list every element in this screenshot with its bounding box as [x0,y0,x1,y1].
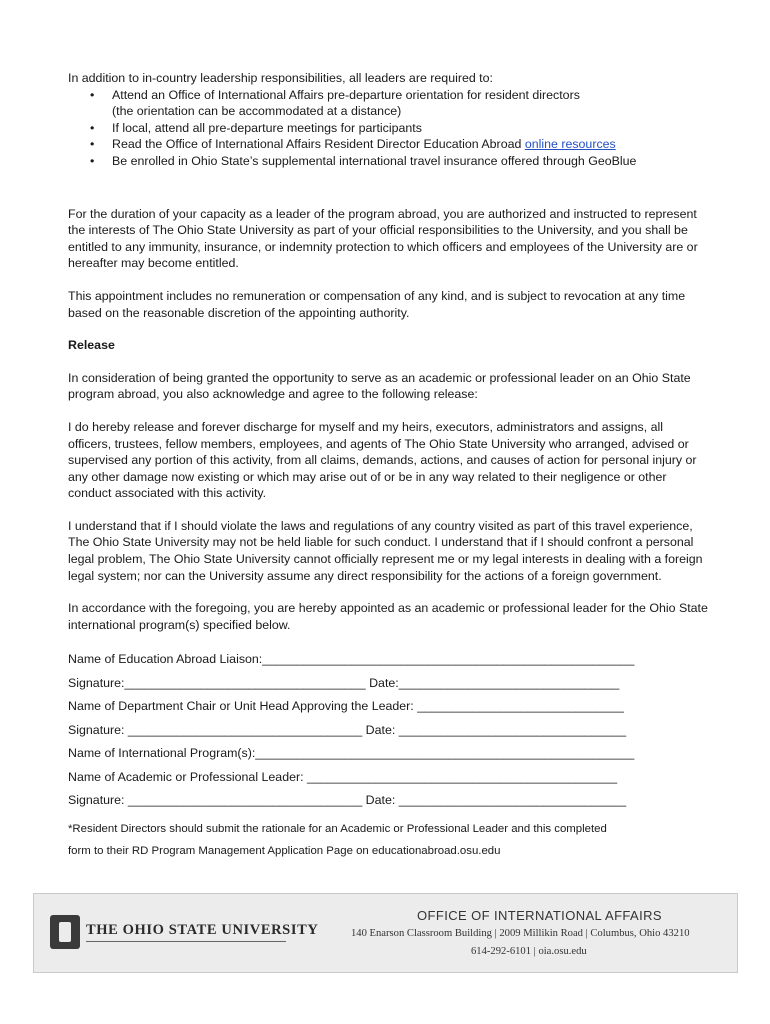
office-address: 140 Enarson Classroom Building | 2009 Millikin Road | Columbus, Ohio 43210 [351,928,690,939]
release-body-paragraph: I do hereby release and forever discharge for myself and my heirs, executors, administrators and assigns, all officers, trustees, fellow members, employees, and agents of The Ohio State University who arranged, advised or supervised any portion of this activity, from all claims, demands, actions, and causes of action for personal injury or any other damage now existing or which may arise out of or be in any way related to their negligence or other conduct associated with this activity. [68,419,697,501]
university-name: THE OHIO STATE UNIVERSITY [86,922,319,938]
leader-signature-field[interactable]: Signature: __________________________________ Date: _________________________________ [68,793,627,808]
appointment-paragraph: In accordance with the foregoing, you are hereby appointed as an academic or professional leader for the Ohio State international program(s) specified below. [68,601,708,632]
release-intro-paragraph: In consideration of being granted the opportunity to serve as an academic or professional leader on an Ohio State program abroad, you also acknowledge and agree to the following release: [68,370,691,402]
office-contact: 614-292-6101 | oia.osu.edu [471,946,587,957]
submission-note [68,818,708,862]
document-body [68,70,708,862]
requirement-orientation: Attend an Office of International Affairs pre-departure orientation for resident directors [112,87,580,102]
university-underline [86,941,286,942]
department-chair-field[interactable]: Name of Department Chair or Unit Head Approving the Leader: ______________________________ [68,699,624,714]
list-item [112,136,708,153]
requirement-orientation-note: (the orientation can be accommodated at a distance) [112,104,402,119]
list-item: • If local, attend all pre-departure meetings for participants [112,120,708,137]
requirement-resources: Read the Office of International Affairs Resident Director Education Abroad [112,137,525,152]
authorization-paragraph: For the duration of your capacity as a leader of the program abroad, you are authorized and instructed to represent the interests of The Ohio State University as part of your official responsibilities to the University, and you shall be entitled to any immunity, insurance, or indemnity protection to which officers and employees of the University are or hereafter may become entitled. [68,206,698,271]
requirements-intro: In addition to in-country leadership responsibilities, all leaders are required to: [68,71,493,85]
liaison-name-field[interactable]: Name of Education Abroad Liaison:______________________________________________________ [68,652,635,667]
program-name-field[interactable]: Name of International Program(s):_______________________________________________________ [68,746,635,761]
note-line-2: form to their RD Program Management Application Page on educationabroad.osu.edu [68,844,501,857]
release-heading: Release [68,338,115,353]
note-line-1: *Resident Directors should submit the rationale for an Academic or Professional Leader and this completed [68,822,607,835]
online-resources-link[interactable]: online resources [524,137,616,152]
remuneration-paragraph: This appointment includes no remuneration or compensation of any kind, and is subject to revocation at any time based on the reasonable discretion of the appointing authority. [68,288,686,320]
office-name: OFFICE OF INTERNATIONAL AFFAIRS [417,908,662,923]
chair-signature-field[interactable]: Signature: __________________________________ Date: _________________________________ [68,722,627,737]
list-item: • Be enrolled in Ohio State’s supplemental international travel insurance offered through GeoBlue [112,153,708,170]
letterhead-footer [33,893,738,973]
requirements-list [68,87,708,170]
block-o-logo-icon [49,914,81,950]
laws-paragraph: I understand that if I should violate the laws and regulations of any country visited as part of this travel experience, The Ohio State University may not be held liable for such conduct. I understand that if I should confront a personal legal problem, The Ohio State University cannot officially represent me or my legal interests in dealing with a foreign legal system; nor can the University assume any direct responsibility for the actions of a foreign government. [68,518,703,583]
liaison-signature-field[interactable]: Signature:___________________________________ Date:________________________________ [68,675,620,690]
leader-name-field[interactable]: Name of Academic or Professional Leader: _____________________________________________ [68,769,618,784]
list-item [112,87,708,120]
signature-form [68,651,708,816]
